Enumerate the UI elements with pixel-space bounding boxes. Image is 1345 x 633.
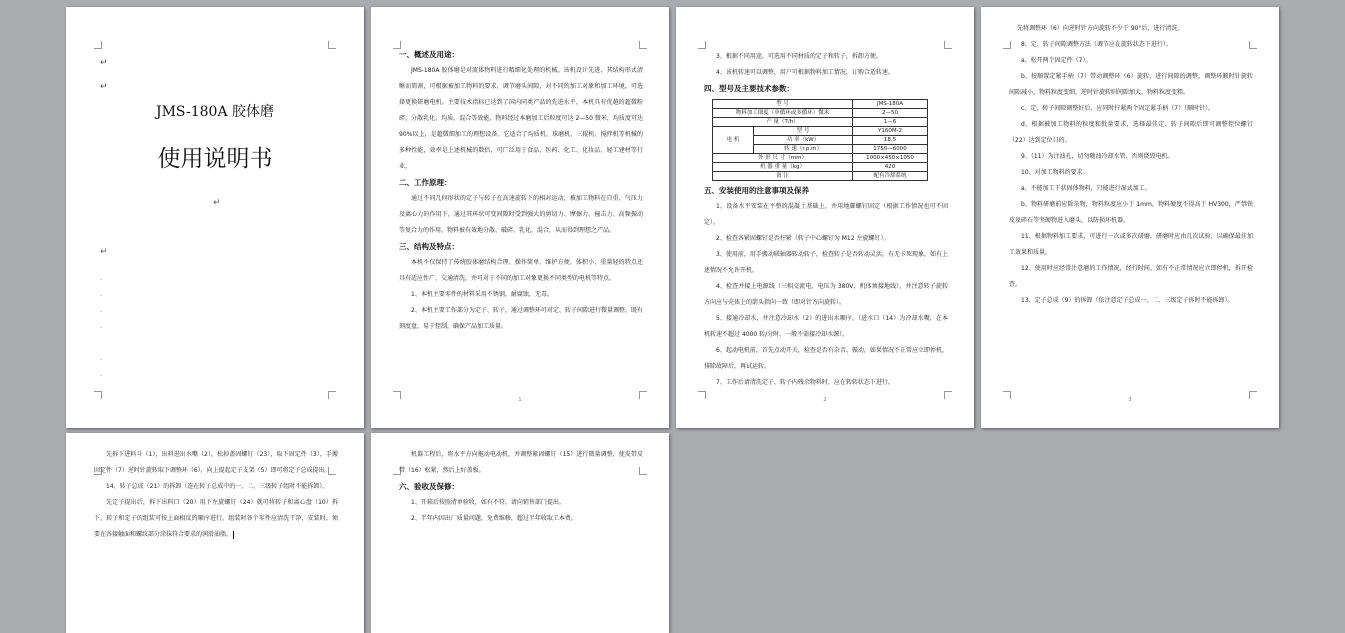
paragraph-gap-adjust-d: d、根据被加工物料的粒度和批量要求，选择最佳定、转子间隙后即可调整控位螺钉（22）达到定位目的。	[1009, 121, 1253, 144]
page-number: 2	[823, 397, 827, 403]
table-cell: 产 量（T/h）	[713, 118, 853, 127]
paragraph-material-req-a: a、不能加工干状固体物料，只能进行湿式加工。	[1021, 185, 1151, 192]
section-heading-specs: 四、型号及主要技术参数：	[704, 84, 794, 93]
table-row	[713, 154, 928, 163]
document-page-6[interactable]	[371, 433, 669, 633]
paragraph-mark: ↵	[100, 58, 108, 68]
table-cell: 420	[853, 163, 928, 172]
paragraph-principle: 通过不同几何形状的定子与转子在高速旋转下的相对运动，被加工物料在自重、气压力及离心力的作用下，通过其环状可变间隙时受到强大的剪切力、摩擦力、撞击力、高频振动等复合力的作用，物料被有效地分散、破碎、乳化、混合，从而得到理想之产品。	[399, 195, 643, 234]
paragraph-mark: .	[100, 371, 102, 378]
paragraph-mark: .	[100, 275, 102, 282]
paragraph-install-2: 2、检查各紧固螺钉是否拧紧（转子中心螺钉为 M12 左旋螺钉）。	[716, 235, 890, 242]
paragraph-structure: 本机不仅保持了传统胶体磨结构合理、操作简单、维护方便、体积小、重量轻的特点还具有适应性广、交通清洗，并可对于不同的加工对象更换不同类型的电机等特点。	[399, 259, 643, 282]
section-heading-principle: 二、工作原理：	[399, 178, 452, 187]
paragraph-install-3: 3、使用前，用手搬动联轴器转动转子，检查转子是否转动灵活，有无卡死现象，如有上述情况不允许开机。	[704, 251, 948, 274]
paragraph-rotor-removal: 14、转子总成（21）的拆卸（连在转子总成中的一、二、三级转子组时不能拆卸）。	[106, 483, 329, 490]
page-body[interactable]	[399, 47, 643, 335]
paragraph-reassembly[interactable]	[94, 495, 338, 543]
paragraph-stator-removal: 13、定子总成（9）的拆卸（依注意定子总成一、二、三级定子拆时不能拆卸）。	[1021, 297, 1234, 304]
table-cell: JMS-180A	[853, 100, 928, 109]
table-cell: 1—6	[853, 118, 928, 127]
table-cell: Y160M-2	[853, 127, 928, 136]
crop-mark	[698, 41, 706, 49]
paragraph-material-req: 10、对加工物料的要求。	[1021, 169, 1089, 176]
table-cell: 型 号	[713, 100, 853, 109]
paragraph-mark: ↵	[100, 247, 108, 257]
paragraph-install-6: 6、起动电机前，首先点动开关，检查是否有杂音、振动，如果情况不正常应立即停机，排除故障后，再试运转。	[704, 347, 948, 370]
table-cell: 电 机	[713, 127, 754, 154]
table-cell: 转 速（r.p.m）	[754, 145, 853, 154]
paragraph-grinding: 11、根据物料加工要求，可进行一次或多次研磨，研磨时应由几次试验，以确保最佳加工效果和质量。	[1009, 233, 1253, 256]
crop-mark	[328, 41, 336, 49]
table-cell: 1000×450×1050	[853, 154, 928, 163]
page-body[interactable]	[399, 447, 643, 527]
paragraph-gap-adjust-b: b、按顺置定紧手柄（7）带动调整环（6）旋转，进行间隙的调整，调整环顺时针旋转间隙减小，物料粒度变细，逆时针旋转则间隙加大，物料粒度变粗。	[1009, 73, 1253, 96]
paragraph-mark: ↵	[100, 82, 108, 92]
paragraph-mark: .	[100, 307, 102, 314]
paragraph-gap-adjust-a: a、松开两个固定件（7）。	[1021, 57, 1092, 64]
document-page-2[interactable]	[371, 7, 669, 428]
table-cell: 外 形 尺 寸（mm）	[713, 154, 853, 163]
table-row	[713, 100, 928, 109]
text-cursor	[233, 531, 234, 539]
paragraph-install-4: 4、检查并接上电源线（三相交流电、电压为 380V，机体须接地线），并注意转子旋转方向应与壳体上的箭头指向一致（即对针方向旋转）。	[704, 283, 948, 306]
crop-mark	[944, 41, 952, 49]
document-page-5[interactable]	[66, 433, 364, 633]
page-body[interactable]	[1009, 21, 1253, 309]
document-page-4[interactable]	[981, 7, 1279, 428]
paragraph-material-req-b: b、物料研磨前应除杂物，物料粒度应小于 1mm，物料硬度不得高于 HV300，严禁铁皮及碎石等坚硬物进入磨头，以防损坏机器。	[1009, 201, 1253, 224]
paragraph-structure-item-1: 1、本机主要零件的材料采用不锈钢，耐腐蚀，无毒。	[411, 291, 553, 298]
paragraph-mark: .	[100, 323, 102, 330]
paragraph-install-7: 7、工作后请清洗定子、转子内残余物料时，应在转转状态下进行。	[716, 379, 894, 386]
paragraph-clean-continue: 先将调整环（6）向逆时针方向旋转不少于 90°后，进行清洗。	[1017, 25, 1184, 32]
crop-mark	[94, 391, 102, 399]
table-cell: 型 号	[754, 127, 853, 136]
document-page-1[interactable]	[66, 7, 364, 428]
table-cell: 备 注	[713, 172, 853, 181]
crop-mark	[328, 391, 336, 399]
document-page-3[interactable]	[676, 7, 974, 428]
paragraph-feature-4: 4、该机转速可以调整，用户可根据物料加工情况，订购合适转速。	[716, 69, 894, 76]
cover-title[interactable]: 使用说明书	[157, 146, 273, 172]
table-row	[713, 172, 928, 181]
paragraph-gap-adjust: 8、定、转子间隙调整方法（调节应在旋转状态下进行）。	[1021, 41, 1172, 48]
paragraph-gap-adjust-c: c、定、转子间隙调整好后，应同时拧紧两个固定紧手柄（7）（顺时针）。	[1021, 105, 1215, 112]
section-heading-structure: 三、结构及特点：	[399, 242, 459, 251]
page-body[interactable]	[704, 49, 948, 391]
crop-mark	[94, 41, 102, 49]
table-row	[713, 163, 928, 172]
paragraph-acceptance-2: 2、半年内因出厂质量问题，免费维修，超过半年收取工本费。	[411, 515, 577, 522]
table-cell: 物料加工细度（单循环或多循环）微米	[713, 109, 853, 118]
paragraph-structure-item-2: 2、本机主要工作部分为定子、转子，通过调整环可对定、转子间隙进行微量调整，既有刻度盘，易于控制，确保产品加工质量。	[399, 307, 643, 330]
paragraph-overview: JMS-180A 胶体磨是对流体物料进行精细化处理的机械。该机设计先进，其结构形式清晰而简割，可根据被加工物料的要求，调节磨头间隙，对不同的加工对象和加工环境，可选择更换研磨电机。主要技术指标已达到了国内同类产品的先进水平，本机具有优越的超微粉碎、分散乳化、均质、混合等效能，物料经过本磨加工后粒度可达 2—50 微米，均质度可达 90%以上，是超微细加工的理想设备。它适合了均质机、球磨机、三辊机、搅拌机等机械的多种性能，效率是上述机械的数倍，可广泛用于食品、医药、化工、化妆品、轻工建材等行业。	[399, 67, 643, 170]
page-number: 3	[1128, 397, 1132, 403]
paragraph-reassembly-text: 先定子提出后，拆下出料口（20）用下左旋螺钉（24）就可将转子和离心盘（10）拆下，转子和定子的组装可按上面相反的顺序进行。组装时各个零件应清洗干净，安装时，须要在各接触面和螺纹部分涂抹符合要求的润滑油脂。	[94, 499, 338, 538]
paragraph-mark: .	[100, 291, 102, 298]
paragraph-belt-adjust: 机器工程后，将水平方向拖动电动机，并调整紧固螺钉（15）进行微量调整，使皮带皮带（16）松紧，然后上好盖板。	[399, 451, 643, 474]
paragraph-install-1: 1、设备水平安装在平整的混凝土基础上，并用地脚螺钉固定（根据工作情况也可不固定）。	[704, 203, 948, 226]
table-cell: 18.5	[853, 136, 928, 145]
table-cell: 配有冷却系统	[853, 172, 928, 181]
table-row	[713, 109, 928, 118]
cover-model-name[interactable]: JMS-180A 胶体磨	[155, 104, 275, 120]
page-number: 1	[518, 397, 522, 403]
section-heading-acceptance: 六、验收及保修：	[399, 482, 459, 491]
paragraph-feature-3: 3、根据不同用途，可选用不同材质的定子和转子，拆卸方便。	[716, 53, 882, 60]
paragraph-disassembly: 先拆下进料斗（1），出料进出水嘴（2），松掉盖固螺钉（23），取下固定件（3），手搬固定件（7）逆时针旋转取下调整环（6），向上提起定子支架（5）即可将定子总成提出。	[94, 451, 338, 474]
paragraph-mark: ↵	[213, 198, 221, 208]
page-body[interactable]	[94, 447, 338, 543]
table-cell: 1750—6000	[853, 145, 928, 154]
paragraph-acceptance-1: 1、开箱后按照清单验收，如有不符，请向销售部门提出。	[411, 499, 565, 506]
paragraph-oil-hole: 9、（11）为注油孔，切勿随油冷却水管，否则烧毁电机。	[1021, 153, 1174, 160]
table-row	[713, 118, 928, 127]
paragraph-install-5: 5、接通冷却水，并注意冷却水（2）的进出水顺序。（进水口（14）为冷却水嘴，在本机转速不超过 4000 转/分时，一般不需接冷却水源）。	[704, 315, 948, 338]
table-cell: 2—50	[853, 109, 928, 118]
spec-table	[712, 99, 928, 181]
paragraph-mark: .	[100, 355, 102, 362]
table-row	[713, 127, 928, 136]
table-cell: 功 率（kW）	[754, 136, 853, 145]
section-heading-overview: 一、概述及用途：	[399, 50, 459, 59]
section-heading-installation: 五、安装使用的注意事项及保养	[704, 186, 809, 195]
paragraph-monitoring: 12、使用时应经常注意磨的工作情况，经行时间，如有不正常情况应立即停机，拆开检查。	[1009, 265, 1253, 288]
table-cell: 机 器 重 量（kg）	[713, 163, 853, 172]
